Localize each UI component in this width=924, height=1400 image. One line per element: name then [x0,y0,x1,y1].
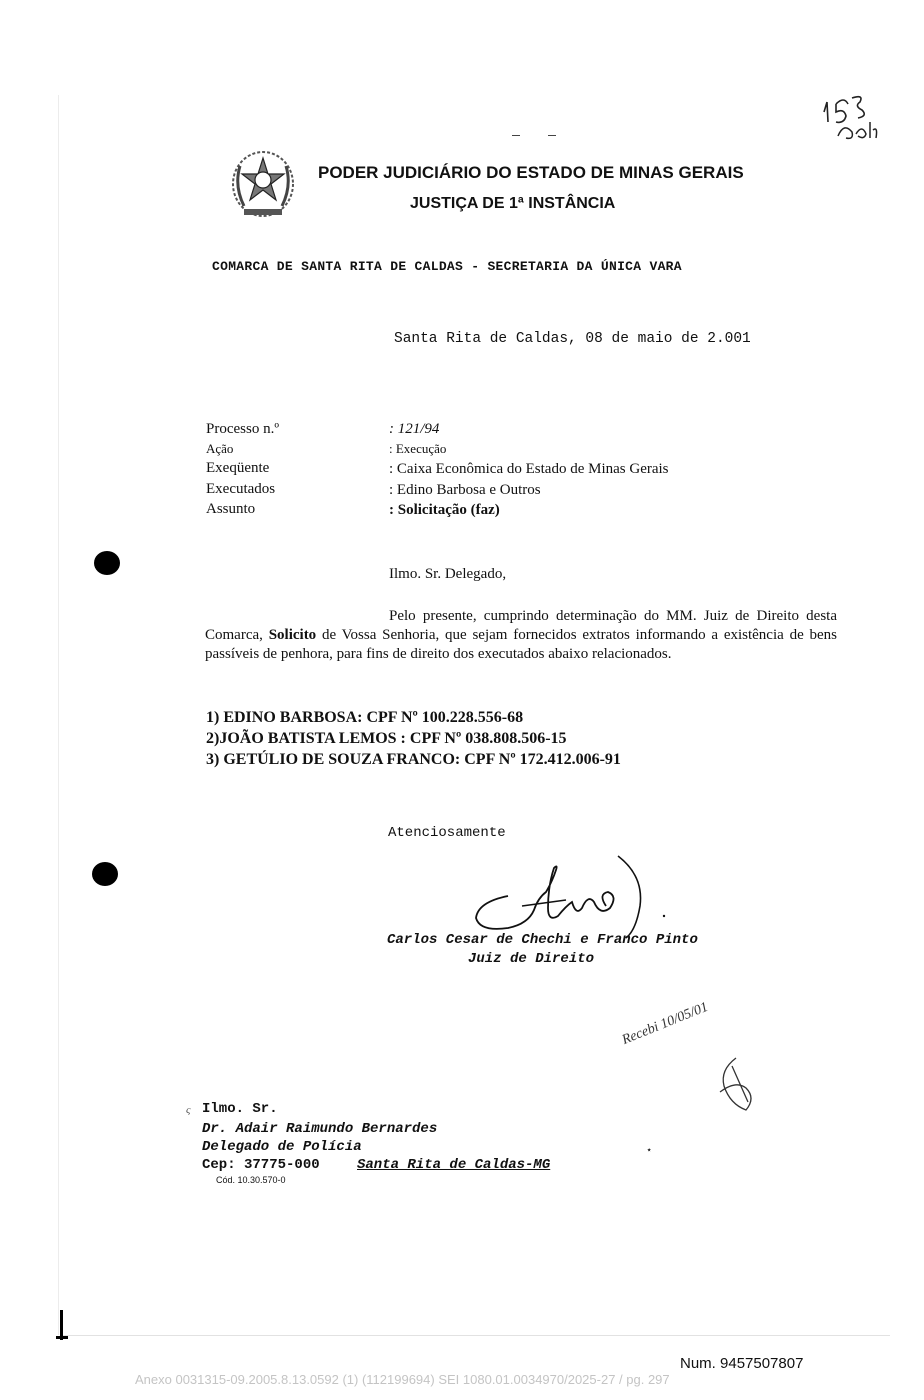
signer-name: Carlos Cesar de Chechi e Franco Pinto [387,932,698,948]
header-comarca: COMARCA DE SANTA RITA DE CALDAS - SECRETARIA DA ÚNICA VARA [212,259,682,274]
annex-reference: Anexo 0031315-09.2005.8.13.0592 (1) (112199694) SEI 1080.01.0034970/2025-27 / pg. 297 [135,1372,670,1387]
body-rest: de Vossa Senhoria, que sejam fornecidos extratos informando a existência de bens passíveis de penhora, para fins de direito dos executados abaixo relacionados. [205,627,838,662]
letter-date: Santa Rita de Caldas, 08 de maio de 2.001 [394,331,751,347]
greeting: Ilmo. Sr. Delegado, [389,566,507,582]
punch-hole [94,551,120,575]
field-label-processo: Processo n.º [206,421,279,437]
punch-hole [92,862,118,886]
address-line3: Delegado de Polícia [202,1139,362,1155]
scan-edge [60,1335,890,1336]
receipt-note: Recebi 10/05/01 [620,999,711,1048]
executado-row: 2)JOÃO BATISTA LEMOS : CPF Nº 038.808.506-15 [206,730,567,747]
field-label-exequente: Exeqüente [206,460,270,476]
field-value-exequente: : Caixa Econômica do Estado de Minas Gerais [389,461,669,477]
body-bold: Solicito [268,627,317,643]
field-label-executados: Executados [206,481,276,497]
field-value-assunto: : Solicitação (faz) [389,502,500,518]
handwritten-mark: ς [186,1104,191,1116]
address-code: Cód. 10.30.570-0 [216,1175,286,1185]
header-court-name: PODER JUDICIÁRIO DO ESTADO DE MINAS GERAIS [318,163,744,182]
coat-of-arms-emblem [226,146,300,224]
signer-title: Juiz de Direito [468,951,595,967]
scan-mark [548,135,556,136]
address-city: Santa Rita de Caldas-MG [357,1157,551,1173]
field-value-processo: : 121/94 [389,421,440,437]
address-line2: Dr. Adair Raimundo Bernardes [202,1121,438,1137]
executado-row: 1) EDINO BARBOSA: CPF Nº 100.228.556-68 [206,709,524,726]
field-value-executados: : Edino Barbosa e Outros [389,482,541,498]
scan-mark [56,1336,68,1339]
closing: Atenciosamente [388,825,506,841]
document-number: Num. 9457507807 [680,1355,804,1372]
scan-edge [58,95,59,1335]
letter-body [205,607,837,664]
address-cep: Cep: 37775-000 [202,1157,320,1173]
address-line1: Ilmo. Sr. [202,1101,278,1117]
judge-signature [468,846,678,946]
handwritten-page-number [818,92,888,152]
receipt-initials [706,1052,766,1116]
field-label-acao: Ação [206,441,234,456]
body-intro: Pelo presente, cumprindo determinação do MM. Juiz de Direito desta Comarca, [205,608,837,643]
scan-mark [512,135,520,136]
executado-row: 3) GETÚLIO DE SOUZA FRANCO: CPF Nº 172.412.006-91 [206,751,621,768]
scan-mark: ⋆ [646,1145,653,1156]
field-value-acao: : Execução [389,441,447,456]
field-label-assunto: Assunto [206,501,256,517]
header-instance: JUSTIÇA DE 1ª INSTÂNCIA [410,195,616,212]
